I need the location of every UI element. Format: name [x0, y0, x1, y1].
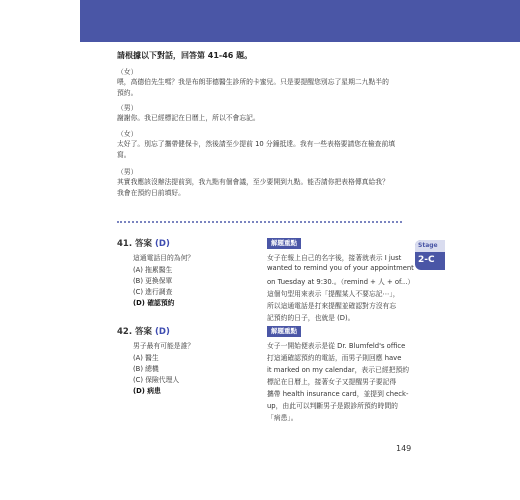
option-b: (B) 總機: [133, 365, 159, 373]
answer-value: (D): [155, 239, 170, 249]
explanation-line: it marked on my calendar，表示已經把預約: [267, 366, 410, 374]
question-number: 41. 答案: [117, 239, 153, 249]
page-number: 149: [396, 444, 412, 453]
question-42-title: [117, 325, 170, 337]
dialogue-line: 寫。: [117, 151, 131, 159]
explanation-line: 這個句型用來表示「提醒某人不要忘記⋯」，: [267, 290, 400, 298]
stage-label: Stage: [418, 242, 438, 249]
explanation-line: 女子一開始便表示是從 Dr. Blumfeld's office: [267, 342, 406, 350]
question-number: 42. 答案: [117, 327, 153, 337]
option-b: (B) 更換保單: [133, 277, 173, 285]
option-c: (C) 進行調查: [133, 288, 173, 296]
instructions-heading: 請根據以下對話，回答第 41-46 題。: [117, 51, 253, 60]
section-divider: [117, 221, 402, 223]
explanation-line: 標記在日曆上，接著女子又提醒男子要記得: [267, 378, 397, 386]
dialogue-line: 太好了。別忘了攜帶健保卡，然後請至少提前 10 分鐘抵達。我有一些表格要請您在檢查前填: [117, 140, 396, 148]
explanation-line: 記預約的日子，也就是 (D)。: [267, 314, 355, 322]
dialogue-line: 我會在預約日前填好。: [117, 189, 185, 197]
explanation-line: 攜帶 health insurance card，並提到 check-: [267, 390, 409, 398]
dialogue-line: 喂，高德伯先生嗎？我是布朗菲德醫生診所的卡蜜兒。只是要提醒您別忘了星期二九點半的: [117, 78, 389, 86]
option-d: (D) 病患: [133, 387, 161, 395]
answer-value: (D): [155, 327, 170, 337]
explanation-line: 打這通確認預約的電話，而男子則回應 have: [267, 354, 402, 362]
explanation-line: wanted to remind you of your appointment: [267, 264, 414, 272]
dialogue-line: 謝謝你。我已經標記在日曆上，所以不會忘記。: [117, 114, 260, 122]
option-c: (C) 保險代理人: [133, 376, 180, 384]
question-text: 這通電話目的為何？: [133, 254, 195, 262]
speaker-label: （男）: [117, 104, 138, 112]
speaker-label: （女）: [117, 68, 138, 76]
explanation-line: 所以這通電話是打來提醒並確認對方沒有忘: [267, 302, 397, 310]
speaker-label: （男）: [117, 168, 138, 176]
option-d: (D) 確認預約: [133, 299, 175, 307]
explanation-badge: 解題重點: [267, 326, 301, 337]
question-text: 男子最有可能是誰？: [133, 342, 195, 350]
question-41-title: [117, 237, 170, 249]
explanation-line: 女子在報上自己的名字後，接著就表示 I just: [267, 254, 402, 262]
option-a: (A) 醫生: [133, 354, 159, 362]
stage-number: 2-C: [418, 255, 435, 265]
explanation-line: 「病患」。: [267, 414, 298, 422]
header-band: [80, 0, 520, 42]
explanation-line: up，由此可以判斷男子是跟診所預約時間的: [267, 402, 398, 410]
dialogue-line: 預約。: [117, 89, 138, 97]
explanation-badge: 解題重點: [267, 238, 301, 249]
explanation-line: on Tuesday at 9:30.。（remind + 人 + of...）: [267, 278, 415, 286]
speaker-label: （女）: [117, 130, 138, 138]
option-a: (A) 拖累醫生: [133, 266, 173, 274]
dialogue-line: 其實我應該沒辦法提前到，我九點有個會議，至少要開到九點。能否請你把表格傳真給我？: [117, 178, 389, 186]
